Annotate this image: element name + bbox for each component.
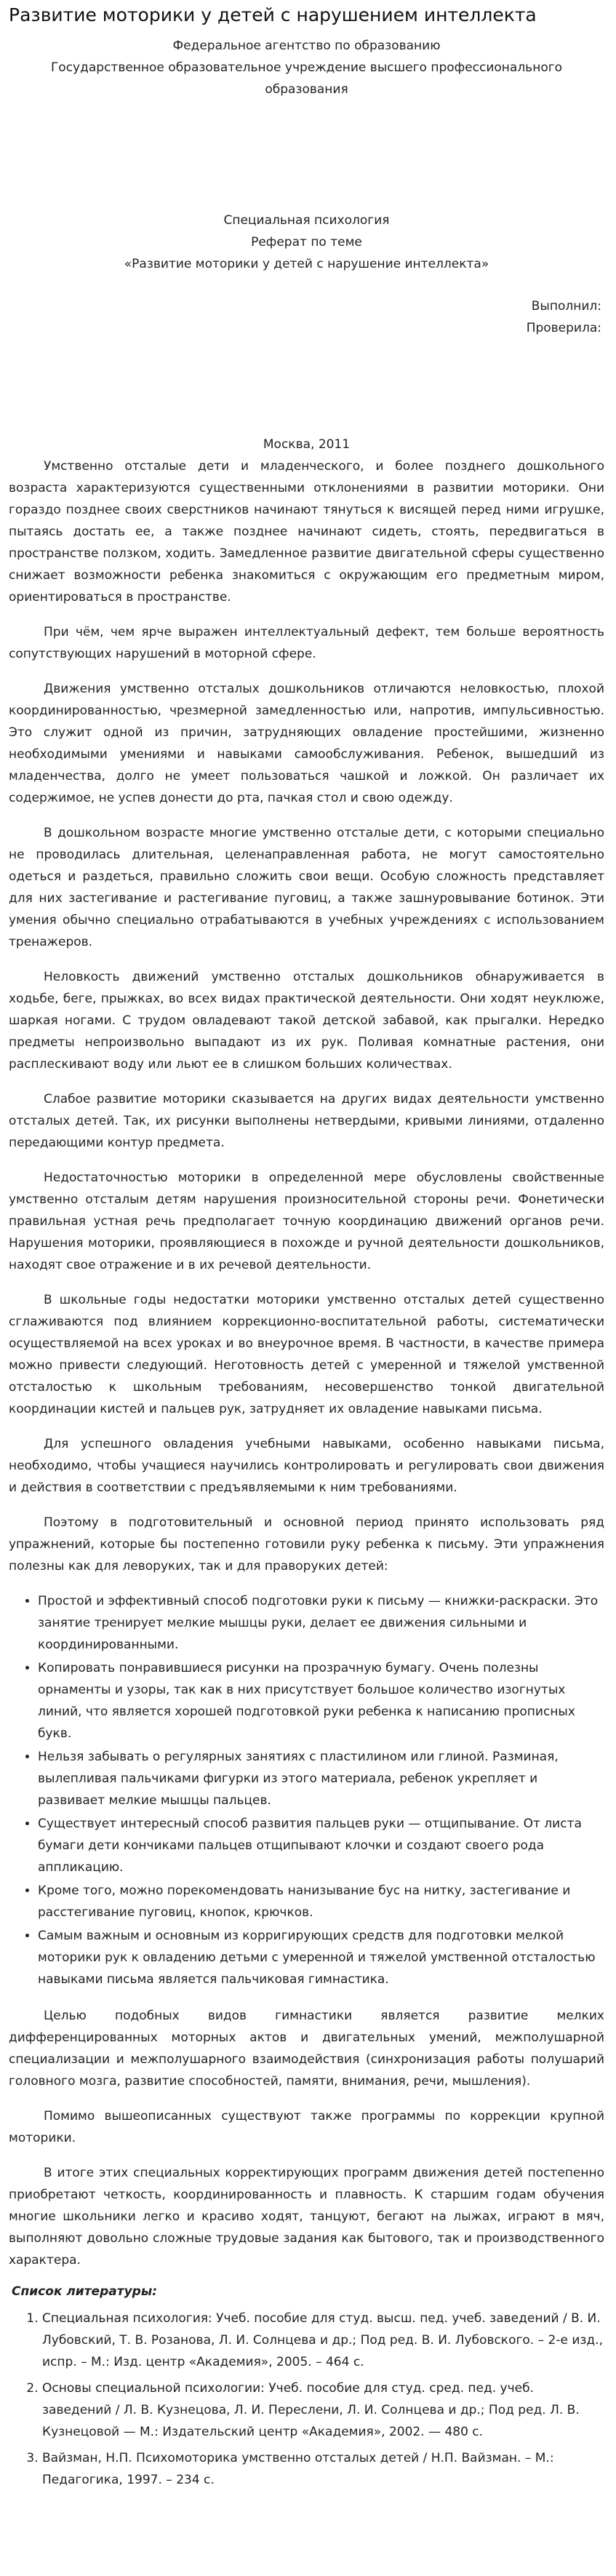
checked-by-label: Проверила: [526,321,601,335]
paragraph: В школьные годы недостатки моторики умственно отсталых детей существенно сглаживаются под влиянием коррекционно-воспитательной работы, систематически осуществляемой на всех уроках и во внеурочное время. В частности, в качестве примера можно привести следующий. Неготовность детей с умеренной и тяжелой умственной отсталостью к школьным требованиям, несовершенство тонкой двигательной координации кистей и пальцев рук, затрудняет их овладение навыками письма. [9,1293,604,1416]
paragraph: Неловкость движений умственно отсталых дошкольников обнаруживается в ходьбе, беге, прыжках, во всех видах практической деятельности. Они ходят неуклюже, шаркая ногами. С трудом овладевают такой детской забавой, как прыгалки. Нередко предметы непроизвольно выпадают из их рук. Поливая комнатные растения, они расплескивают воду или льют ее в слишком больших количествах. [9,970,604,1072]
bibliography-item: 2. Основы специальной психологии: Учеб. пособие для студ. сред. пед. учеб. заведений / Л. В. Кузнецова, Л. И. Переслени, Л. И. Солнцева и др.; Под ред. Л. В. Кузнецовой — М.: Издательский центр «Академия», 2002. — 480 с. [42,2377,604,2443]
paragraph: Слабое развитие моторики сказывается на других видах деятельности умственно отсталых детей. Так, их рисунки выполнены нетвердыми, кривыми линиями, отдаленно передающими контур предмета. [9,1092,604,1150]
list-item: • Нельзя забывать о регулярных занятиях с пластилином или глиной. Разминая, вылепливая пальчиками фигурки из этого материала, ребенок укрепляет и развивает мелкие мышцы пальцев. [38,1746,604,1811]
exercise-list [9,1590,604,1990]
bibliography-list [9,2308,604,2491]
bibliography-item: 3. Вайзман, Н.П. Психомоторика умственно отсталых детей / Н.П. Вайзман. – М.: Педагогика, 1997. – 234 с. [42,2447,604,2491]
institution-name: Государственное образовательное учреждение высшего профессионального образования [50,60,563,97]
paragraph: Умственно отсталые дети и младенческого, и более позднего дошкольного возраста характеризуются существенными отклонениями в развитии моторики. Они гораздо позднее своих сверстников начинают тянуться к висящей перед ними игрушке, пытаясь достать ее, а также позднее начинают сидеть, стоять, передвигаться в пространстве ползком, ходить. Замедленное развитие двигательной сферы существенно снижает возможности ребенка знакомиться с окружающим его предметным миром, ориентироваться в пространстве. [9,459,604,605]
performed-by-label: Выполнил: [531,299,601,314]
list-item: • Кроме того, можно порекомендовать нанизывание бус на нитку, застегивание и расстегивание пуговиц, кнопок, крючков. [38,1880,604,1923]
paragraph: В итоге этих специальных корректирующих программ движения детей постепенно приобретают четкость, координированность и плавность. К старшим годам обучения многие школьники легко и красиво ходят, танцуют, бегают на лыжах, играют в мяч, выполняют довольно сложные трудовые задания как бытового, так и производственного характера. [9,2166,604,2268]
list-item: • Существует интересный способ развития пальцев руки — отщипывание. От листа бумаги дети кончиками пальцев отщипывают клочки и создают своего рода аппликацию. [38,1813,604,1878]
work-topic: «Развитие моторики у детей с нарушение интеллекта» [124,257,489,271]
body-text-part-2 [9,2005,604,2271]
paragraph: Поэтому в подготовительный и основной период принято использовать ряд упражнений, которые бы постепенно готовили руку ребенка к письму. Эти упражнения полезны как для леворуких, так и для праворуких детей: [9,1515,604,1574]
bibliography-item: 1. Специальная психология: Учеб. пособие для студ. высш. пед. учеб. заведений / В. И. Лубовский, Т. В. Розанова, Л. И. Солнцева и др.; Под ред. В. И. Лубовского. – 2-е изд., испр. – М.: Изд. центр «Академия», 2005. – 464 с. [42,2308,604,2373]
city-year: Москва, 2011 [263,437,351,452]
body-text-part-1 [9,455,604,1577]
paragraph: При чём, чем ярче выражен интеллектуальный дефект, тем больше вероятность сопутствующих нарушений в моторной сфере. [9,625,604,661]
subject-name: Специальная психология [223,213,390,228]
work-type: Реферат по теме [251,235,362,250]
paragraph: В дошкольном возрасте многие умственно отсталые дети, с которыми специально не проводилась длительная, целенаправленная работа, не могут самостоятельно одеться и раздеться, правильно сложить свои вещи. Особую сложность представляет для них застегивание и растегивание пуговиц, а также зашнуровывание ботинок. Эти умения обычно специально отрабатываются в учебных учреждениях с использованием тренажеров. [9,826,604,949]
paragraph: Целью подобных видов гимнастики является развитие мелких дифференцированных моторных актов и двигательных умений, межполушарной специализации и межполушарного взаимодействия (синхронизация работы полушарий головного мозга, развитие способностей, памяти, внимания, речи, мышления). [9,2009,604,2089]
title-page [9,35,604,455]
paragraph: Для успешного овладения учебными навыками, особенно навыками письма, необходимо, чтобы учащиеся научились контролировать и регулировать свои движения и действия в соответствии с предъявляемыми к ним требованиями. [9,1437,604,1495]
agency-name: Федеральное агентство по образованию [172,39,441,53]
paragraph: Недостаточностью моторики в определенной мере обусловлены свойственные умственно отсталым детям нарушения произносительной стороны речи. Фонетически правильная устная речь предполагает точную координацию движений органов речи. Нарушения моторики, проявляющиеся в похожде и ручной деятельности дошкольников, находят свое отражение и в их речевой деятельности. [9,1171,604,1272]
page-title: Развитие моторики у детей с нарушением интеллекта [9,4,537,25]
paragraph: Движения умственно отсталых дошкольников отличаются неловкостью, плохой координированностью, чрезмерной замедленностью или, напротив, импульсивностью. Это служит одной из причин, затрудняющих овладение простейшими, жизненно необходимыми умениями и навыками самообслуживания. Ребенок, вышедший из младенчества, долго не умеет пользоваться чашкой и ложкой. Он различает их содержимое, не успев донести до рта, пачкая стол и свою одежду. [9,682,604,805]
list-item: • Самым важным и основным из корригирующих средств для подготовки мелкой моторики рук к овладению детьми с умеренной и тяжелой умственной отсталостью навыками письма является пальчиковая гимнастика. [38,1925,604,1990]
bibliography-title: Список литературы: [12,2284,158,2299]
list-item: • Копировать понравившиеся рисунки на прозрачную бумагу. Очень полезны орнаменты и узоры, так как в них присутствует большое количество изогнутых линий, что является хорошей подготовкой руки ребенка к написанию прописных букв. [38,1657,604,1744]
list-item: • Простой и эффективный способ подготовки руки к письму — книжки-раскраски. Это занятие тренирует мелкие мышцы руки, делает ее движения сильными и координированными. [38,1590,604,1656]
paragraph: Помимо вышеописанных существуют также программы по коррекции крупной моторики. [9,2109,604,2145]
